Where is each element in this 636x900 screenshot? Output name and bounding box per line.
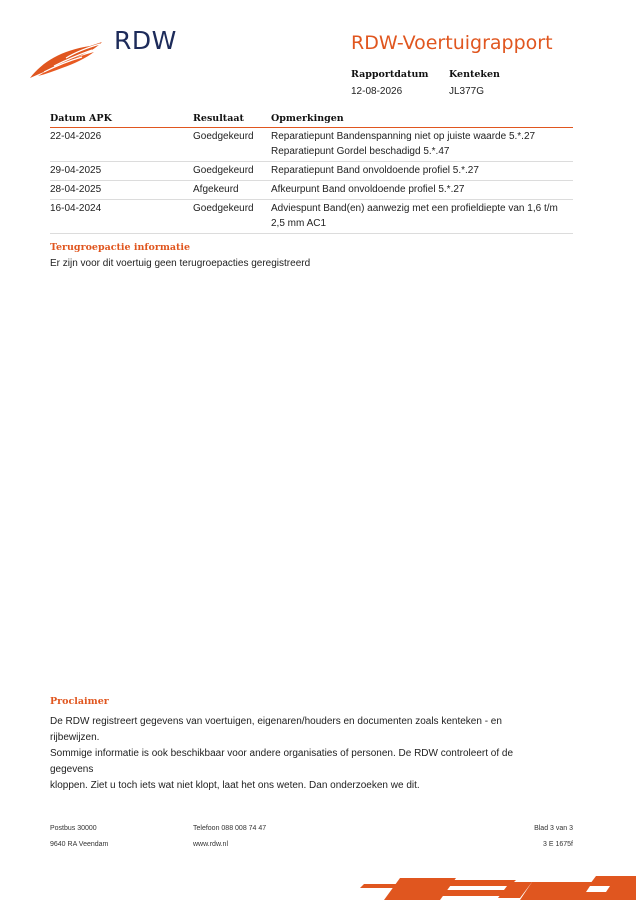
remark-line: Afkeurpunt Band onvoldoende profiel 5.*.27 (271, 184, 465, 195)
footer-city: 9640 RA Veendam (50, 841, 109, 848)
remark-line: Adviespunt Band(en) aanwezig met een profieldiepte van 1,6 t/m (271, 203, 558, 214)
footer-page-number: Blad 3 van 3 (534, 825, 573, 832)
apk-history-table (50, 113, 573, 234)
table-row (50, 181, 573, 200)
logo-text: RDW (114, 26, 177, 55)
report-date-block (351, 69, 428, 97)
document-title: RDW-Voertuigrapport (351, 32, 553, 54)
footer-postbus: Postbus 30000 (50, 825, 97, 832)
apk-date: 22-04-2026 (50, 131, 102, 142)
proclaimer-line: Sommige informatie is ook beschikbaar voor andere organisaties of personen. De RDW controleert of de gegevens (50, 748, 514, 775)
apk-table-header (50, 113, 573, 128)
plate-block (449, 69, 500, 97)
remark-line: Reparatiepunt Bandenspanning niet op juiste waarde 5.*.27 (271, 131, 536, 142)
apk-date: 29-04-2025 (50, 165, 102, 176)
apk-date: 16-04-2024 (50, 203, 102, 214)
apk-result: Goedgekeurd (193, 131, 254, 142)
proclaimer-line: kloppen. Ziet u toch iets wat niet klopt, laat het ons weten. Dan onderzoeken we dit. (50, 780, 420, 791)
report-date-label: Rapportdatum (351, 69, 429, 80)
footer-website: www.rdw.nl (193, 841, 229, 848)
footer-phone: Telefoon 088 008 74 47 (193, 825, 267, 832)
rdw-logo (28, 26, 178, 82)
apk-remarks (271, 129, 573, 159)
column-header-result: Resultaat (193, 113, 244, 124)
remark-line: Reparatiepunt Band onvoldoende profiel 5.*.27 (271, 165, 479, 176)
table-row (50, 128, 573, 162)
plate-label: Kenteken (449, 69, 500, 80)
recall-section-title: Terugroepactie informatie (50, 242, 191, 253)
remark-line: Reparatiepunt Gordel beschadigd 5.*.47 (271, 146, 450, 157)
apk-result: Goedgekeurd (193, 165, 254, 176)
apk-remarks (271, 163, 573, 178)
rdw-wing-icon (28, 40, 106, 80)
apk-remarks (271, 182, 573, 197)
table-row (50, 162, 573, 181)
remark-line: 2,5 mm AC1 (271, 218, 327, 229)
footer-code: 3 E 1675f (543, 841, 573, 848)
column-header-date: Datum APK (50, 113, 112, 124)
apk-date: 28-04-2025 (50, 184, 102, 195)
proclaimer-line: De RDW registreert gegevens van voertuigen, eigenaren/houders en documenten zoals kenteken - en rijbewijzen. (50, 716, 502, 743)
apk-result: Afgekeurd (193, 184, 239, 195)
plate-value: JL377G (449, 86, 485, 97)
table-row (50, 200, 573, 234)
decorative-stripes-icon (360, 872, 636, 900)
apk-remarks (271, 201, 573, 231)
proclaimer-text (50, 714, 550, 794)
recall-text: Er zijn voor dit voertuig geen terugroepacties geregistreerd (50, 258, 311, 269)
proclaimer-title: Proclaimer (50, 696, 109, 707)
apk-result: Goedgekeurd (193, 203, 254, 214)
report-date-value: 12-08-2026 (351, 86, 403, 97)
column-header-remarks: Opmerkingen (271, 113, 344, 124)
